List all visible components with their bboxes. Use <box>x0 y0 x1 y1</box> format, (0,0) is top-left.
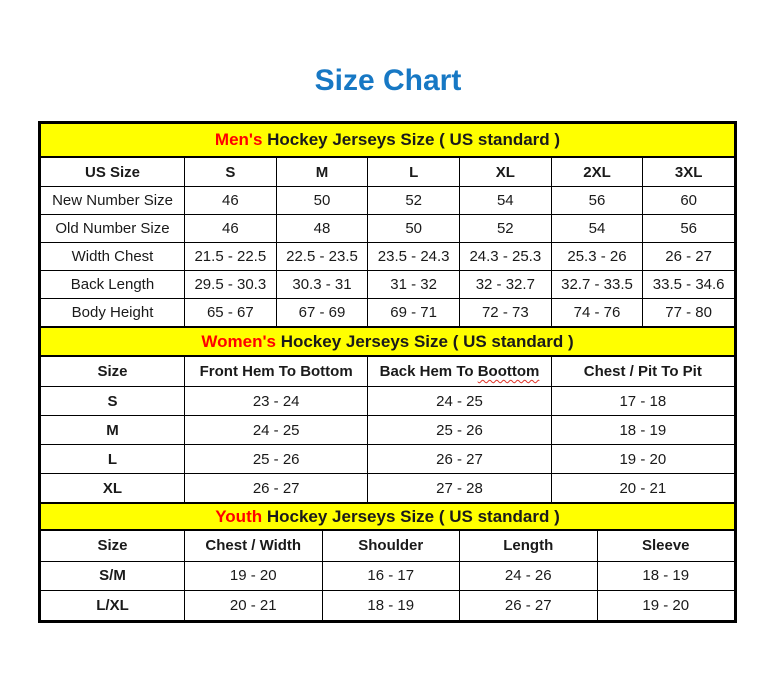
column-header <box>367 357 550 386</box>
table-cell: 16 - 17 <box>322 561 460 591</box>
column-header: 3XL <box>642 158 734 186</box>
table-cell: 24 - 25 <box>184 415 367 444</box>
table-cell: 33.5 - 34.6 <box>642 270 734 298</box>
table-cell: 46 <box>184 214 276 242</box>
row-label: S <box>41 386 184 415</box>
youth-band-text <box>215 507 560 527</box>
table-cell: 26 - 27 <box>367 444 550 473</box>
column-header: Length <box>459 531 597 561</box>
table-cell: 46 <box>184 186 276 214</box>
womens-band-text <box>201 332 573 352</box>
table-cell: 60 <box>642 186 734 214</box>
table-cell: 32.7 - 33.5 <box>551 270 643 298</box>
youth-size-grid <box>41 531 734 620</box>
column-header-prefix: Back Hem To <box>379 363 478 380</box>
column-header: Size <box>97 537 128 555</box>
mens-band-rest: Hockey Jerseys Size ( US standard ) <box>262 130 561 149</box>
table-cell: 19 - 20 <box>551 444 734 473</box>
table-cell: 19 - 20 <box>184 561 322 591</box>
table-cell: 30.3 - 31 <box>276 270 368 298</box>
column-header: Shoulder <box>322 531 460 561</box>
table-cell: 22.5 - 23.5 <box>276 242 368 270</box>
table-cell: 27 - 28 <box>367 473 550 502</box>
row-label: L <box>41 444 184 473</box>
column-header: 2XL <box>551 158 643 186</box>
table-cell: 77 - 80 <box>642 298 734 326</box>
table-cell: 48 <box>276 214 368 242</box>
column-header: M <box>276 158 368 186</box>
womens-size-grid <box>41 357 734 502</box>
mens-size-grid <box>41 158 734 326</box>
row-label: Old Number Size <box>41 214 184 242</box>
table-cell: 52 <box>367 186 459 214</box>
column-header: S <box>184 158 276 186</box>
table-cell: 21.5 - 22.5 <box>184 242 276 270</box>
table-cell: 56 <box>642 214 734 242</box>
row-label: S/M <box>41 561 184 591</box>
row-label: L/XL <box>41 590 184 620</box>
table-cell: 25 - 26 <box>184 444 367 473</box>
table-cell: 23 - 24 <box>184 386 367 415</box>
table-cell: 25.3 - 26 <box>551 242 643 270</box>
table-cell: 17 - 18 <box>551 386 734 415</box>
row-label: Body Height <box>41 298 184 326</box>
column-header: XL <box>459 158 551 186</box>
table-cell: 26 - 27 <box>642 242 734 270</box>
column-header: Front Hem To Bottom <box>184 357 367 386</box>
youth-band-highlight: Youth <box>215 506 263 526</box>
table-cell: 50 <box>367 214 459 242</box>
table-cell: 20 - 21 <box>184 590 322 620</box>
table-cell: 69 - 71 <box>367 298 459 326</box>
mens-band-highlight: Men's <box>214 130 263 149</box>
column-header: Chest / Width <box>184 531 322 561</box>
table-cell: 29.5 - 30.3 <box>184 270 276 298</box>
womens-band-highlight: Women's <box>201 331 276 351</box>
table-cell: 18 - 19 <box>322 590 460 620</box>
table-cell: 32 - 32.7 <box>459 270 551 298</box>
column-header: Chest / Pit To Pit <box>551 357 734 386</box>
page-title: Size Chart <box>314 64 462 97</box>
column-header-text <box>380 363 540 380</box>
column-header: Sleeve <box>597 531 735 561</box>
youth-band-rest: Hockey Jerseys Size ( US standard ) <box>262 506 560 526</box>
table-cell: 56 <box>551 186 643 214</box>
mens-section-band <box>41 124 734 158</box>
womens-section-band <box>41 326 734 357</box>
misspelled-word: Boottom <box>477 363 540 380</box>
mens-size-section <box>41 124 734 326</box>
table-cell: 24 - 26 <box>459 561 597 591</box>
table-cell: 26 - 27 <box>184 473 367 502</box>
table-cell: 20 - 21 <box>551 473 734 502</box>
row-label: New Number Size <box>41 186 184 214</box>
table-cell: 74 - 76 <box>551 298 643 326</box>
column-header: US Size <box>84 163 141 181</box>
mens-band-text <box>215 130 560 150</box>
youth-section-band <box>41 502 734 531</box>
womens-size-section <box>41 326 734 502</box>
table-cell: 52 <box>459 214 551 242</box>
table-cell: 31 - 32 <box>367 270 459 298</box>
table-cell: 72 - 73 <box>459 298 551 326</box>
youth-size-section <box>41 502 734 620</box>
row-label: M <box>41 415 184 444</box>
table-cell: 23.5 - 24.3 <box>367 242 459 270</box>
table-cell: 54 <box>551 214 643 242</box>
table-cell: 54 <box>459 186 551 214</box>
table-cell: 19 - 20 <box>597 590 735 620</box>
column-header: Size <box>97 363 128 380</box>
table-cell: 26 - 27 <box>459 590 597 620</box>
size-chart-table <box>38 121 737 623</box>
table-cell: 50 <box>276 186 368 214</box>
table-cell: 18 - 19 <box>551 415 734 444</box>
row-label: XL <box>41 473 184 502</box>
column-header: L <box>367 158 459 186</box>
table-cell: 67 - 69 <box>276 298 368 326</box>
table-cell: 18 - 19 <box>597 561 735 591</box>
table-cell: 25 - 26 <box>367 415 550 444</box>
womens-band-rest: Hockey Jerseys Size ( US standard ) <box>275 331 574 351</box>
row-label: Back Length <box>41 270 184 298</box>
table-cell: 24.3 - 25.3 <box>459 242 551 270</box>
table-cell: 65 - 67 <box>184 298 276 326</box>
table-cell: 24 - 25 <box>367 386 550 415</box>
row-label: Width Chest <box>41 242 184 270</box>
